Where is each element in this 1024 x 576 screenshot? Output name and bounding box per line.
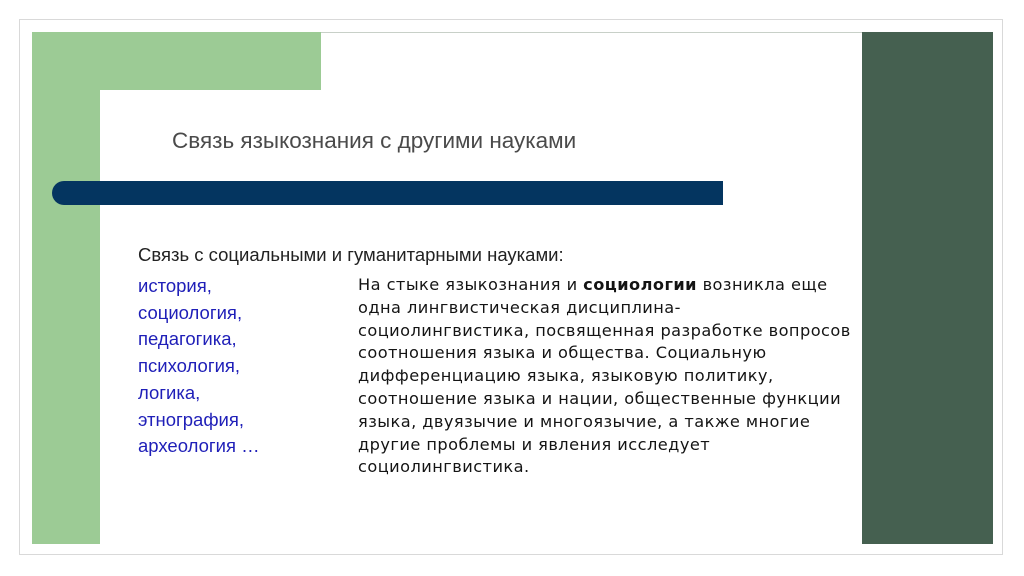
sciences-list [138, 273, 260, 460]
slide [32, 32, 993, 544]
paragraph-bold-term: социологии [583, 275, 697, 294]
dark-green-right-band [862, 32, 993, 544]
list-item: этнография, [138, 408, 245, 430]
list-item: археология … [138, 435, 260, 457]
list-item: педагогика, [138, 328, 237, 350]
green-top-band [32, 32, 321, 90]
top-divider-line [321, 32, 862, 33]
slide-title: Связь языкознания с другими науками [172, 128, 577, 153]
green-left-band [32, 32, 100, 544]
paragraph-start: На стыке языкознания и [358, 275, 584, 294]
slide-subtitle: Связь с социальными и гуманитарными науками: [138, 244, 564, 265]
title-underline-bar [52, 181, 723, 205]
list-item: социология, [138, 301, 243, 323]
description-paragraph [358, 274, 858, 479]
list-item: логика, [138, 381, 201, 403]
list-item: история, [138, 275, 212, 296]
list-item: психология, [138, 355, 241, 377]
paragraph-rest: возникла еще одна лингвистическая дисциплина- социолингвистика, посвященная разработке вопросов соотношения языка и общества. Социальную дифференциацию языка, языковую политику, соотношение языка и нации, общественные функции языка, двуязычие и многоязычие, а также многие другие проблемы и явления исследует социолингвистика. [358, 275, 851, 477]
